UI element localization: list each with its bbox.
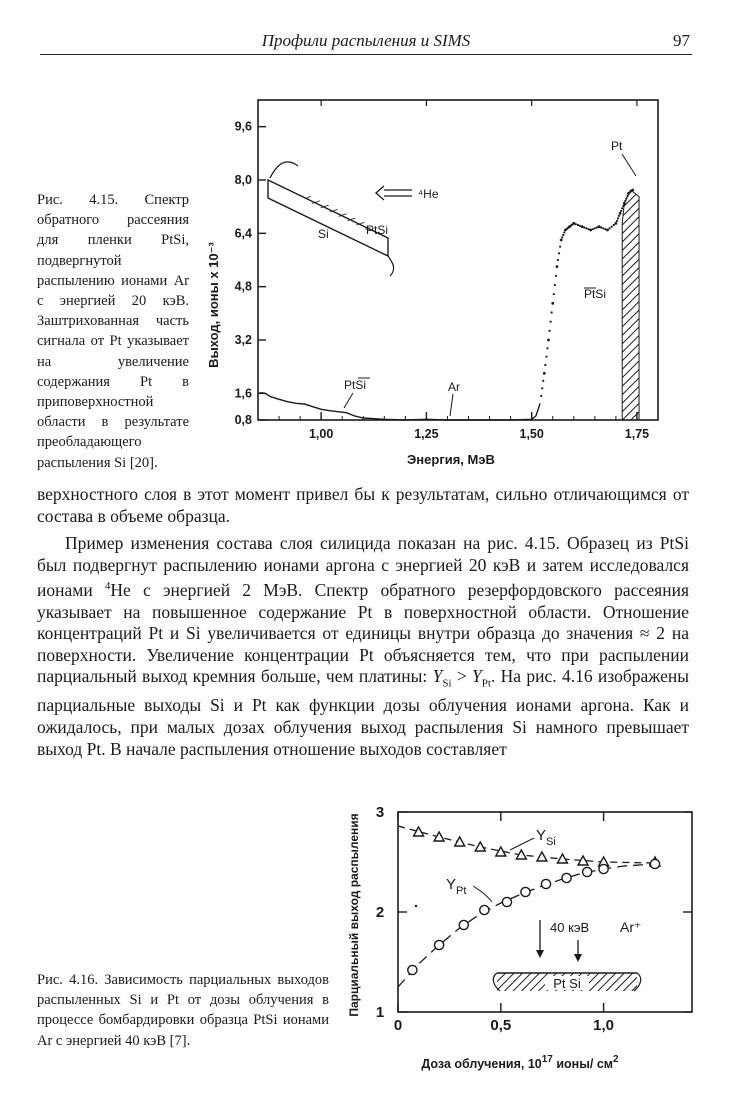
spectrum-point — [622, 205, 624, 207]
page-number: 97 — [673, 31, 690, 50]
hatched-area — [622, 190, 639, 420]
spectrum-line — [258, 393, 540, 420]
ypt-point — [599, 864, 608, 873]
spectrum-point — [558, 252, 560, 254]
spectrum-point — [587, 228, 589, 230]
stray-dot — [415, 905, 417, 907]
spectrum-point — [556, 265, 559, 268]
ypt-point — [459, 920, 468, 929]
pt-pointer — [622, 154, 636, 176]
ypt-point — [562, 873, 571, 882]
spectrum-point — [585, 227, 587, 229]
ypt-point — [650, 859, 659, 868]
spectrum-point — [554, 284, 556, 286]
spectrum-point — [561, 236, 563, 238]
spectrum-point — [575, 223, 577, 225]
yield-series — [398, 826, 660, 987]
y-axis-title: Выход, ионы x 10⁻³ — [206, 242, 221, 368]
spectrum-point — [541, 387, 543, 389]
spectrum-point — [563, 231, 565, 233]
spectrum-point — [559, 246, 561, 248]
spectrum-point — [598, 225, 601, 228]
ysi-point — [557, 854, 567, 863]
beam-arrow-icon — [376, 186, 412, 200]
spectrum-point — [560, 239, 563, 242]
spectrum-point — [604, 228, 606, 230]
spectrum-point — [542, 380, 544, 382]
y-tick-label: 6,4 — [234, 226, 252, 241]
spectrum-point — [557, 259, 559, 261]
y-tick-label: 9,6 — [234, 119, 252, 134]
paragraph-1-text: верхностного слоя в этот момент привел бы к результатам, сильно отличающимся от состава в объеме образца. — [37, 484, 689, 526]
ypt-curve — [398, 864, 655, 987]
y-tick-label: 4,8 — [234, 279, 252, 294]
inset-ptsi-label: PtSi — [366, 223, 389, 237]
spectrum-point — [551, 302, 554, 305]
figure-4-16-caption: Рис. 4.16. Зависимость парциальных выходов распыленных Si и Pt от дозы облучения в процессе бомбардировки образца PtSi ионами Ar с энергией 40 кэВ [7]. — [37, 972, 329, 1049]
y-tick-label: 1,6 — [234, 386, 252, 401]
spectrum-point — [606, 229, 609, 232]
spectrum-point — [614, 222, 617, 225]
spectrum-point — [600, 226, 602, 228]
spectrum-point — [626, 195, 628, 197]
y-axis-title: Парциальный выход распыления — [347, 813, 361, 1017]
x-axis-title: Доза облучения, $10^{17}$ ионы/ $см^2$ — [421, 1054, 619, 1071]
ypt-point — [408, 965, 417, 974]
paragraph-1 — [37, 484, 689, 527]
spectrum-point — [562, 234, 564, 236]
ysi-point — [414, 827, 424, 836]
ypt-point — [435, 940, 444, 949]
y-tick-label: 8,0 — [234, 173, 252, 187]
x-tick-label: 0 — [393, 1017, 403, 1034]
y-tick-labels — [376, 804, 384, 1021]
spectrum-point — [567, 226, 569, 228]
ypt-series-label: $Y_{Pt}$ — [446, 876, 467, 897]
spectrum-point — [618, 215, 620, 217]
inset-sample-label: Pt Si — [553, 976, 581, 991]
spectrum-point — [544, 364, 546, 366]
spectrum-point — [613, 224, 615, 226]
spectrum-point — [540, 395, 542, 397]
sample-inset — [268, 162, 439, 276]
spectrum-point — [551, 311, 553, 313]
spectrum-point — [553, 293, 555, 295]
ypt-point — [480, 905, 489, 914]
x-tick-label: 0,5 — [490, 1017, 512, 1034]
figure-4-15-chart — [198, 80, 678, 475]
spectrum-point — [555, 275, 557, 277]
spectrum-point — [621, 207, 623, 209]
spectrum-point — [625, 197, 627, 199]
annotation-pt-peak: Pt — [611, 139, 623, 153]
spectrum-point — [620, 210, 622, 212]
annotation-ptsi-low: PtSi — [344, 378, 367, 392]
spectrum-point — [572, 223, 574, 225]
y-tick-label: 2 — [375, 904, 385, 921]
ysi-curve — [398, 826, 655, 863]
x-tick-label: 1,75 — [624, 427, 650, 441]
x-tick-label: 1,0 — [593, 1017, 615, 1034]
chart-axes — [258, 100, 658, 420]
running-header — [40, 28, 692, 55]
ypt-point — [541, 879, 550, 888]
spectrum-point — [545, 356, 547, 358]
spectrum-point — [611, 226, 613, 228]
y-tick-label: 1 — [375, 1004, 385, 1021]
ypt-point — [583, 867, 592, 876]
x-axis-title: Энергия, МэВ — [407, 452, 495, 467]
spectrum-point — [624, 200, 626, 202]
figure-4-16-chart — [340, 790, 702, 1080]
annotation-ar: Ar — [448, 380, 460, 394]
spectrum-point — [547, 339, 550, 342]
spectrum-point — [550, 321, 552, 323]
spectrum-point — [579, 225, 581, 227]
x-tick-label: 1,50 — [519, 427, 544, 441]
spectrum-point — [608, 227, 610, 229]
spectrum-point — [543, 372, 546, 375]
x-tick-labels — [394, 1017, 614, 1034]
ar-pointer — [450, 394, 453, 416]
ypt-point — [521, 887, 530, 896]
spectrum-point — [619, 212, 622, 215]
bombardment-inset — [493, 919, 641, 991]
x-tick-label: 1,25 — [414, 427, 439, 441]
y-tick-labels — [235, 120, 252, 427]
spectrum-point — [548, 330, 550, 332]
header-title: Профили распыления и SIMS — [261, 31, 471, 50]
x-tick-labels — [309, 427, 649, 441]
spectrum-point — [623, 202, 626, 205]
ysi-point — [475, 842, 485, 851]
ypt-pointer — [473, 886, 492, 902]
paragraph-2 — [37, 533, 689, 760]
ptsi-pointer — [344, 393, 353, 408]
annotation-ptsi-high: PtSi — [584, 287, 607, 301]
ysi-point — [537, 852, 547, 861]
spectrum-point — [592, 228, 594, 230]
spectrum-point — [581, 225, 584, 228]
ysi-series-label: $Y_{Si}$ — [536, 827, 556, 848]
plot-frame — [258, 100, 658, 420]
ysi-pointer — [510, 838, 534, 850]
inset-ion-label: Ar⁺ — [620, 919, 642, 935]
spectrum-point — [594, 227, 596, 229]
inset-energy-label: 40 кэВ — [550, 920, 590, 935]
spectrum-point — [546, 347, 548, 349]
spectrum-point — [577, 224, 579, 226]
spectrum-point — [602, 227, 604, 229]
y-tick-label: 3,2 — [234, 333, 252, 347]
y-tick-label: 0,8 — [234, 413, 252, 427]
ypt-point — [502, 897, 511, 906]
inset-si-label: Si — [318, 227, 329, 241]
spectrum-point — [617, 217, 619, 219]
figure-4-15-caption: Рис. 4.15. Спектр обратного рассеяния для пленки PtSi, подвергнутой распылению ионами Ar с энергией 20 кэВ. Заштрихованная часть сигнала от Pt указывает на увеличение содержания Pt в приповерхностной области в результате преобладающего распыления Si [20]. — [37, 192, 189, 471]
spectrum-point — [631, 190, 633, 192]
spectrum-point — [596, 226, 598, 228]
paragraph-2-text: Пример изменения состава слоя силицида показан на рис. 4.15. Образец из PtSi был подвергнут распылению ионами аргона с энергией 20 кэВ и затем исследовался ионами $^4$He с энергией 2 МэВ. Спектр обратного резерфордовского рассеяния указывает на повышенное содержание Pt в поверхностной области. Отношение концентраций Pt и Si увеличивается от единицы внутри образца до значения ≈ 2 на поверхности. Увеличение концентрации Pt объясняется тем, что при распылении парциальный выход кремния больше, чем платины: $Y_{Si} > Y_{Pt}$. На рис. 4.16 изображены парциальные выходы Si и Pt как функции дозы облучения ионами аргона. Как и ожидалось, при малых дозах облучения выход распыления Si намного превышает выход Pt. В начале распыления отношение выходов составляет — [37, 533, 689, 759]
spectrum-point — [616, 220, 618, 222]
hatched-pt-region — [622, 190, 639, 420]
y-tick-label: 3 — [375, 804, 385, 821]
spectrum-point — [583, 226, 585, 228]
inset-beam-label: ⁴He — [418, 187, 439, 201]
spectrum-series — [258, 189, 634, 420]
spectrum-point — [589, 229, 592, 232]
tick-marks — [258, 100, 637, 420]
x-tick-label: 1,00 — [308, 427, 334, 441]
